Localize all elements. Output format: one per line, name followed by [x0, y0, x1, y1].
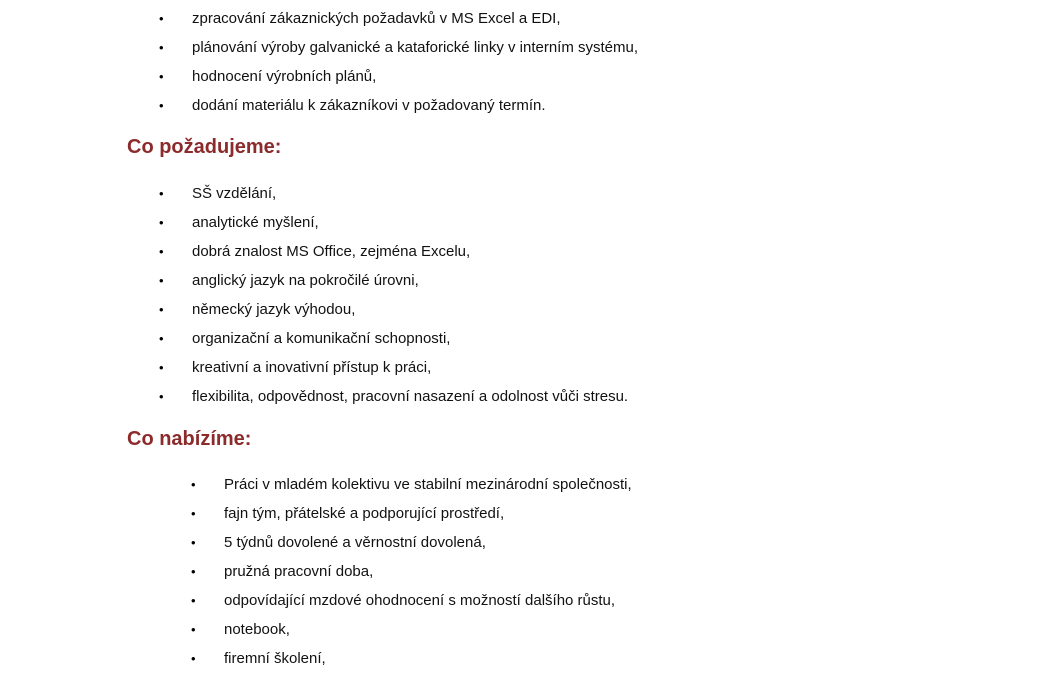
- bullet-icon: •: [191, 535, 196, 550]
- list-item: • notebook,: [191, 615, 632, 644]
- bullet-icon: •: [159, 244, 164, 259]
- bullet-icon: •: [191, 593, 196, 608]
- list-item: • odpovídající mzdové ohodnocení s možností dalšího růstu,: [191, 586, 632, 615]
- bullet-icon: •: [159, 11, 164, 26]
- bullet-icon: •: [159, 331, 164, 346]
- list-item: • analytické myšlení,: [159, 208, 628, 237]
- bullet-icon: •: [159, 186, 164, 201]
- list-item: • německý jazyk výhodou,: [159, 295, 628, 324]
- bullet-icon: •: [159, 215, 164, 230]
- list-item: • dodání materiálu k zákazníkovi v požadovaný termín.: [159, 91, 638, 120]
- bullet-icon: •: [159, 98, 164, 113]
- bullet-icon: •: [159, 40, 164, 55]
- list-item: • SŠ vzdělání,: [159, 179, 628, 208]
- list-item: • organizační a komunikační schopnosti,: [159, 324, 628, 353]
- section-heading-requirements: Co požadujeme:: [127, 136, 282, 158]
- list-item: • plánování výroby galvanické a kataforické linky v interním systému,: [159, 33, 638, 62]
- list-item: • kreativní a inovativní přístup k práci,: [159, 353, 628, 382]
- list-item: • dobrá znalost MS Office, zejména Excelu,: [159, 237, 628, 266]
- list-item: • hodnocení výrobních plánů,: [159, 62, 638, 91]
- section-heading-offer: Co nabízíme:: [127, 428, 252, 450]
- list-item: • Práci v mladém kolektivu ve stabilní mezinárodní společnosti,: [191, 470, 632, 499]
- list-item: • flexibilita, odpovědnost, pracovní nasazení a odolnost vůči stresu.: [159, 382, 628, 411]
- list-item: • firemní školení,: [191, 644, 632, 673]
- bullet-icon: •: [159, 360, 164, 375]
- bullet-icon: •: [191, 477, 196, 492]
- bullet-icon: •: [159, 273, 164, 288]
- bullet-icon: •: [191, 506, 196, 521]
- bullet-icon: •: [159, 69, 164, 84]
- list-item: • pružná pracovní doba,: [191, 557, 632, 586]
- bullet-icon: •: [191, 564, 196, 579]
- list-item: • fajn tým, přátelské a podporující prostředí,: [191, 499, 632, 528]
- bullet-icon: •: [159, 389, 164, 404]
- bullet-icon: •: [191, 622, 196, 637]
- list-item: • anglický jazyk na pokročilé úrovni,: [159, 266, 628, 295]
- requirements-list: [159, 179, 628, 411]
- list-item: • zpracování zákaznických požadavků v MS Excel a EDI,: [159, 4, 638, 33]
- bullet-icon: •: [191, 651, 196, 666]
- bullet-icon: •: [159, 302, 164, 317]
- responsibilities-list: [159, 4, 638, 120]
- benefits-list: [191, 470, 632, 673]
- list-item: • 5 týdnů dovolené a věrnostní dovolená,: [191, 528, 632, 557]
